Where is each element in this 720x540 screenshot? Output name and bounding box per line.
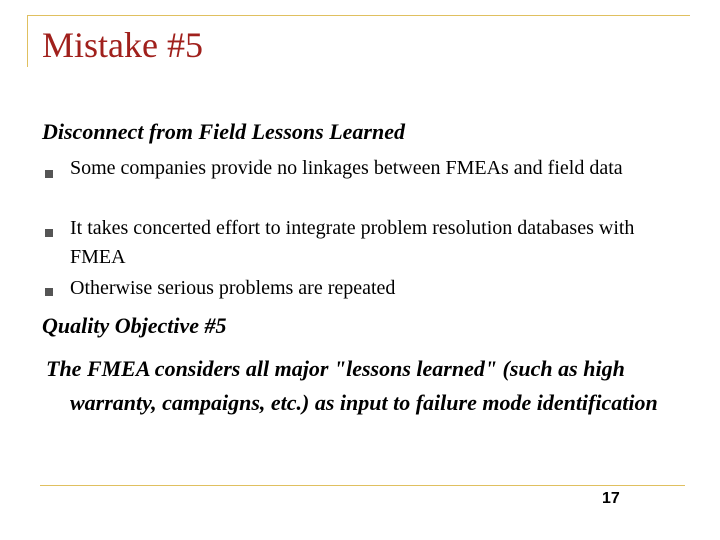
bullet-item-2: It takes concerted effort to integrate problem resolution databases with FMEA <box>70 217 635 268</box>
objective-text: The FMEA considers all major "lessons learned" (such as high warranty, campaigns, etc.) as input to failure mode identification <box>46 356 658 415</box>
top-rule <box>27 15 690 16</box>
objective-heading: Quality Objective #5 <box>42 313 227 338</box>
section-heading: Disconnect from Field Lessons Learned <box>42 119 405 144</box>
page-number: 17 <box>602 490 620 507</box>
square-bullet-icon <box>44 228 54 238</box>
left-rule <box>27 15 28 67</box>
bottom-rule <box>40 485 685 486</box>
bullet-item-3: Otherwise serious problems are repeated <box>70 277 396 299</box>
bullet-item-1: Some companies provide no linkages between FMEAs and field data <box>70 157 623 179</box>
slide-title: Mistake #5 <box>42 25 203 65</box>
square-bullet-icon <box>44 287 54 297</box>
square-bullet-icon <box>44 169 54 179</box>
